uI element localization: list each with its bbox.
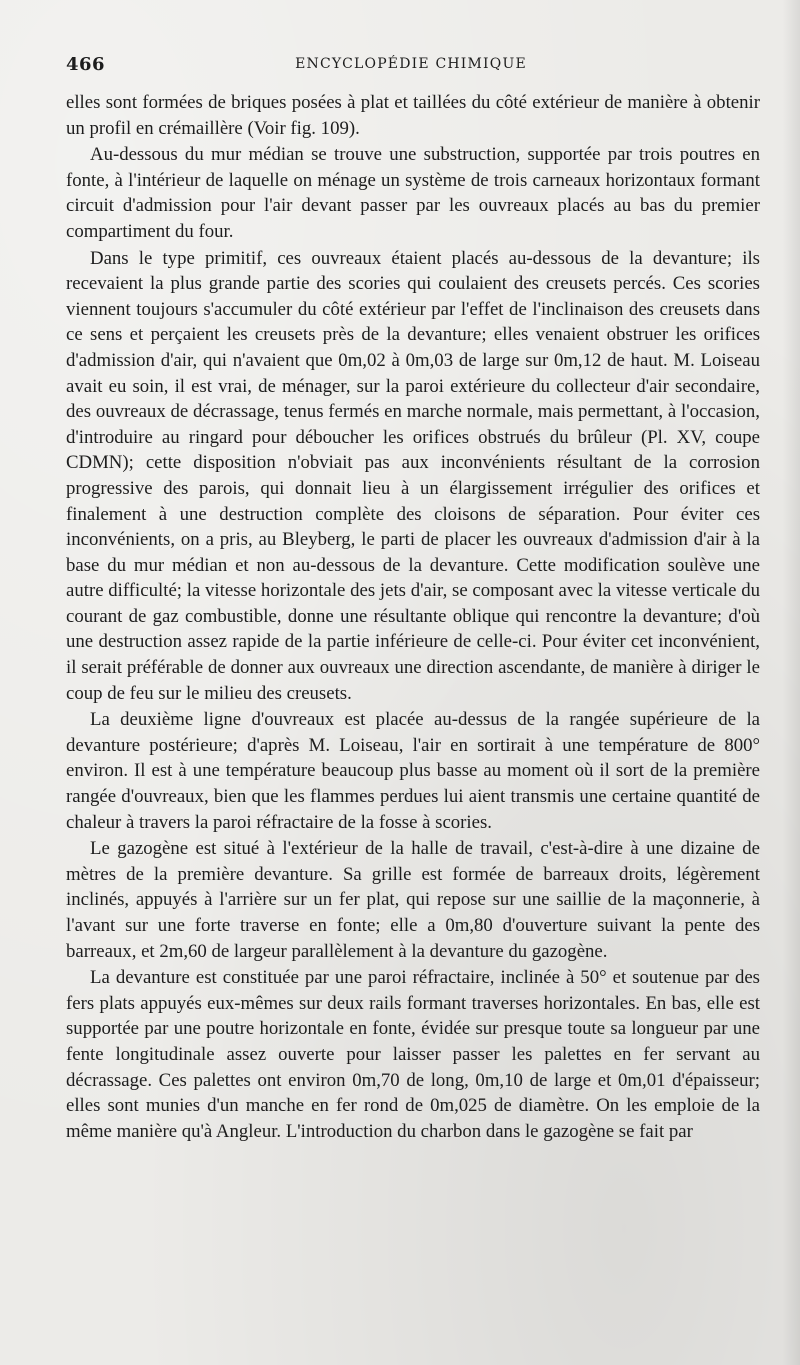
paragraph: La deuxième ligne d'ouvreaux est placée au-dessus de la rangée supérieure de la devanture postérieure; d'après M. Loiseau, l'air en sortirait à une température de 800° environ. Il est à une température beaucoup plus basse au moment où il sort de la première rangée d'ouvreaux, bien que les flammes perdues lui aient transmis une certaine quantité de chaleur à travers la paroi réfractaire de la fosse à scories.	[66, 709, 760, 833]
paragraph: Le gazogène est situé à l'extérieur de la halle de travail, c'est-à-dire à une dizaine de mètres de la première devanture. Sa grille est formée de barreaux droits, légèrement inclinés, appuyés à l'arrière sur un fer plat, qui repose sur une saillie de la maçonnerie, à l'avant sur une forte traverse en fonte; elle a 0m,80 d'ouverture suivant la pente des barreaux, et 2m,60 de largeur parallèlement à la devanture du gazogène.	[66, 838, 760, 962]
page-header	[66, 54, 756, 78]
paragraph: elles sont formées de briques posées à plat et taillées du côté extérieur de manière à obtenir un profil en crémaillère (Voir fig. 109).	[66, 92, 760, 139]
paragraph: Au-dessous du mur médian se trouve une substruction, supportée par trois poutres en fonte, à l'intérieur de laquelle on ménage un système de trois carneaux horizontaux formant circuit d'admission pour l'air devant passer par les ouvreaux placés au bas du premier compartiment du four.	[66, 144, 760, 242]
page-number: 466	[66, 54, 106, 75]
paragraph: Dans le type primitif, ces ouvreaux étaient placés au-dessous de la devanture; ils recevaient la plus grande partie des scories qui coulaient des creusets percés. Ces scories viennent toujours s'accumuler du côté extérieur par l'effet de l'inclinaison des creusets dans ce sens et perçaient les creusets près de la devanture; elles venaient obstruer les orifices d'admission d'air, qui n'avaient que 0m,02 à 0m,03 de large sur 0m,12 de haut. M. Loiseau avait eu soin, il est vrai, de ménager, sur la paroi extérieure du collecteur d'air secondaire, des ouvreaux de décrassage, tenus fermés en marche normale, mais permettant, à l'occasion, d'introduire au ringard pour déboucher les orifices obstrués du brûleur (Pl. XV, coupe CDMN); cette disposition n'obviait pas aux inconvénients résultant de la corrosion progressive des parois, qui donnait lieu à un élargissement irrégulier des orifices et finalement à une destruction complète des cloisons de séparation. Pour éviter ces inconvénients, on a pris, au Bleyberg, le parti de placer les ouvreaux d'admission d'air à la base du mur médian et non au-dessous de la devanture. Cette modification soulève une autre difficulté; la vitesse horizontale des jets d'air, se composant avec la vitesse verticale du courant de gaz combustible, donne une résultante oblique qui rencontre la devanture; d'où une destruction assez rapide de la partie inférieure de celle-ci. Pour éviter cet inconvénient, il serait préférable de donner aux ouvreaux une direction ascendante, de manière à diriger le coup de feu sur le milieu des creusets.	[66, 247, 760, 704]
body-text	[66, 90, 760, 1145]
running-head: ENCYCLOPÉDIE CHIMIQUE	[295, 56, 527, 72]
paragraph: La devanture est constituée par une paroi réfractaire, inclinée à 50° et soutenue par des fers plats appuyés eux-mêmes sur deux rails formant traverses horizontales. En bas, elle est supportée par une poutre horizontale en fonte, évidée sur presque toute sa longueur par une fente longitudinale assez ouverte pour laisser passer les palettes en fer servant au décrassage. Ces palettes ont environ 0m,70 de long, 0m,10 de large et 0m,01 d'épaisseur; elles sont munies d'un manche en fer rond de 0m,025 de diamètre. On les emploie de la même manière qu'à Angleur. L'introduction du charbon dans le gazogène se fait par	[66, 967, 760, 1142]
page-edge-shadow	[782, 0, 800, 1365]
